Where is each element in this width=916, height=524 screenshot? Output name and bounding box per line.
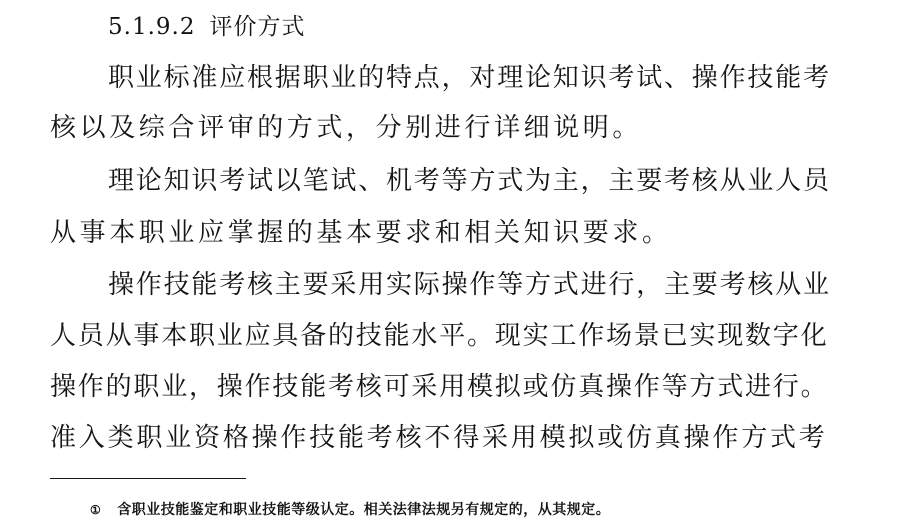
paragraph-2-line-1: 理论知识考试以笔试、机考等方式为主，主要考核从业人员 [108, 166, 831, 196]
paragraph-3-line-2: 人员从事本职业应具备的技能水平。现实工作场景已实现数字化 [50, 321, 829, 351]
paragraph-1-line-1: 职业标准应根据职业的特点，对理论知识考试、操作技能考 [108, 63, 831, 93]
footnote-text: 含职业技能鉴定和职业技能等级认定。相关法律法规另有规定的，从其规定。 [117, 502, 611, 518]
footnote-marker: ① [90, 503, 102, 517]
paragraph-1-line-2: 核以及综合评审的方式，分别进行详细说明。 [50, 113, 643, 143]
paragraph-3-line-1: 操作技能考核主要采用实际操作等方式进行，主要考核从业 [108, 270, 831, 300]
footnote [90, 499, 610, 519]
section-heading [108, 8, 305, 41]
footnote-separator [50, 478, 246, 479]
section-number: 5.1.9.2 [108, 14, 196, 40]
section-title: 评价方式 [209, 14, 306, 40]
paragraph-2-line-2: 从事本职业应掌握的基本要求和相关知识要求。 [50, 218, 672, 248]
paragraph-3-line-3: 操作的职业，操作技能考核可采用模拟或仿真操作等方式进行。 [50, 372, 829, 402]
paragraph-3-line-4: 准入类职业资格操作技能考核不得采用模拟或仿真操作方式考 [50, 423, 828, 453]
